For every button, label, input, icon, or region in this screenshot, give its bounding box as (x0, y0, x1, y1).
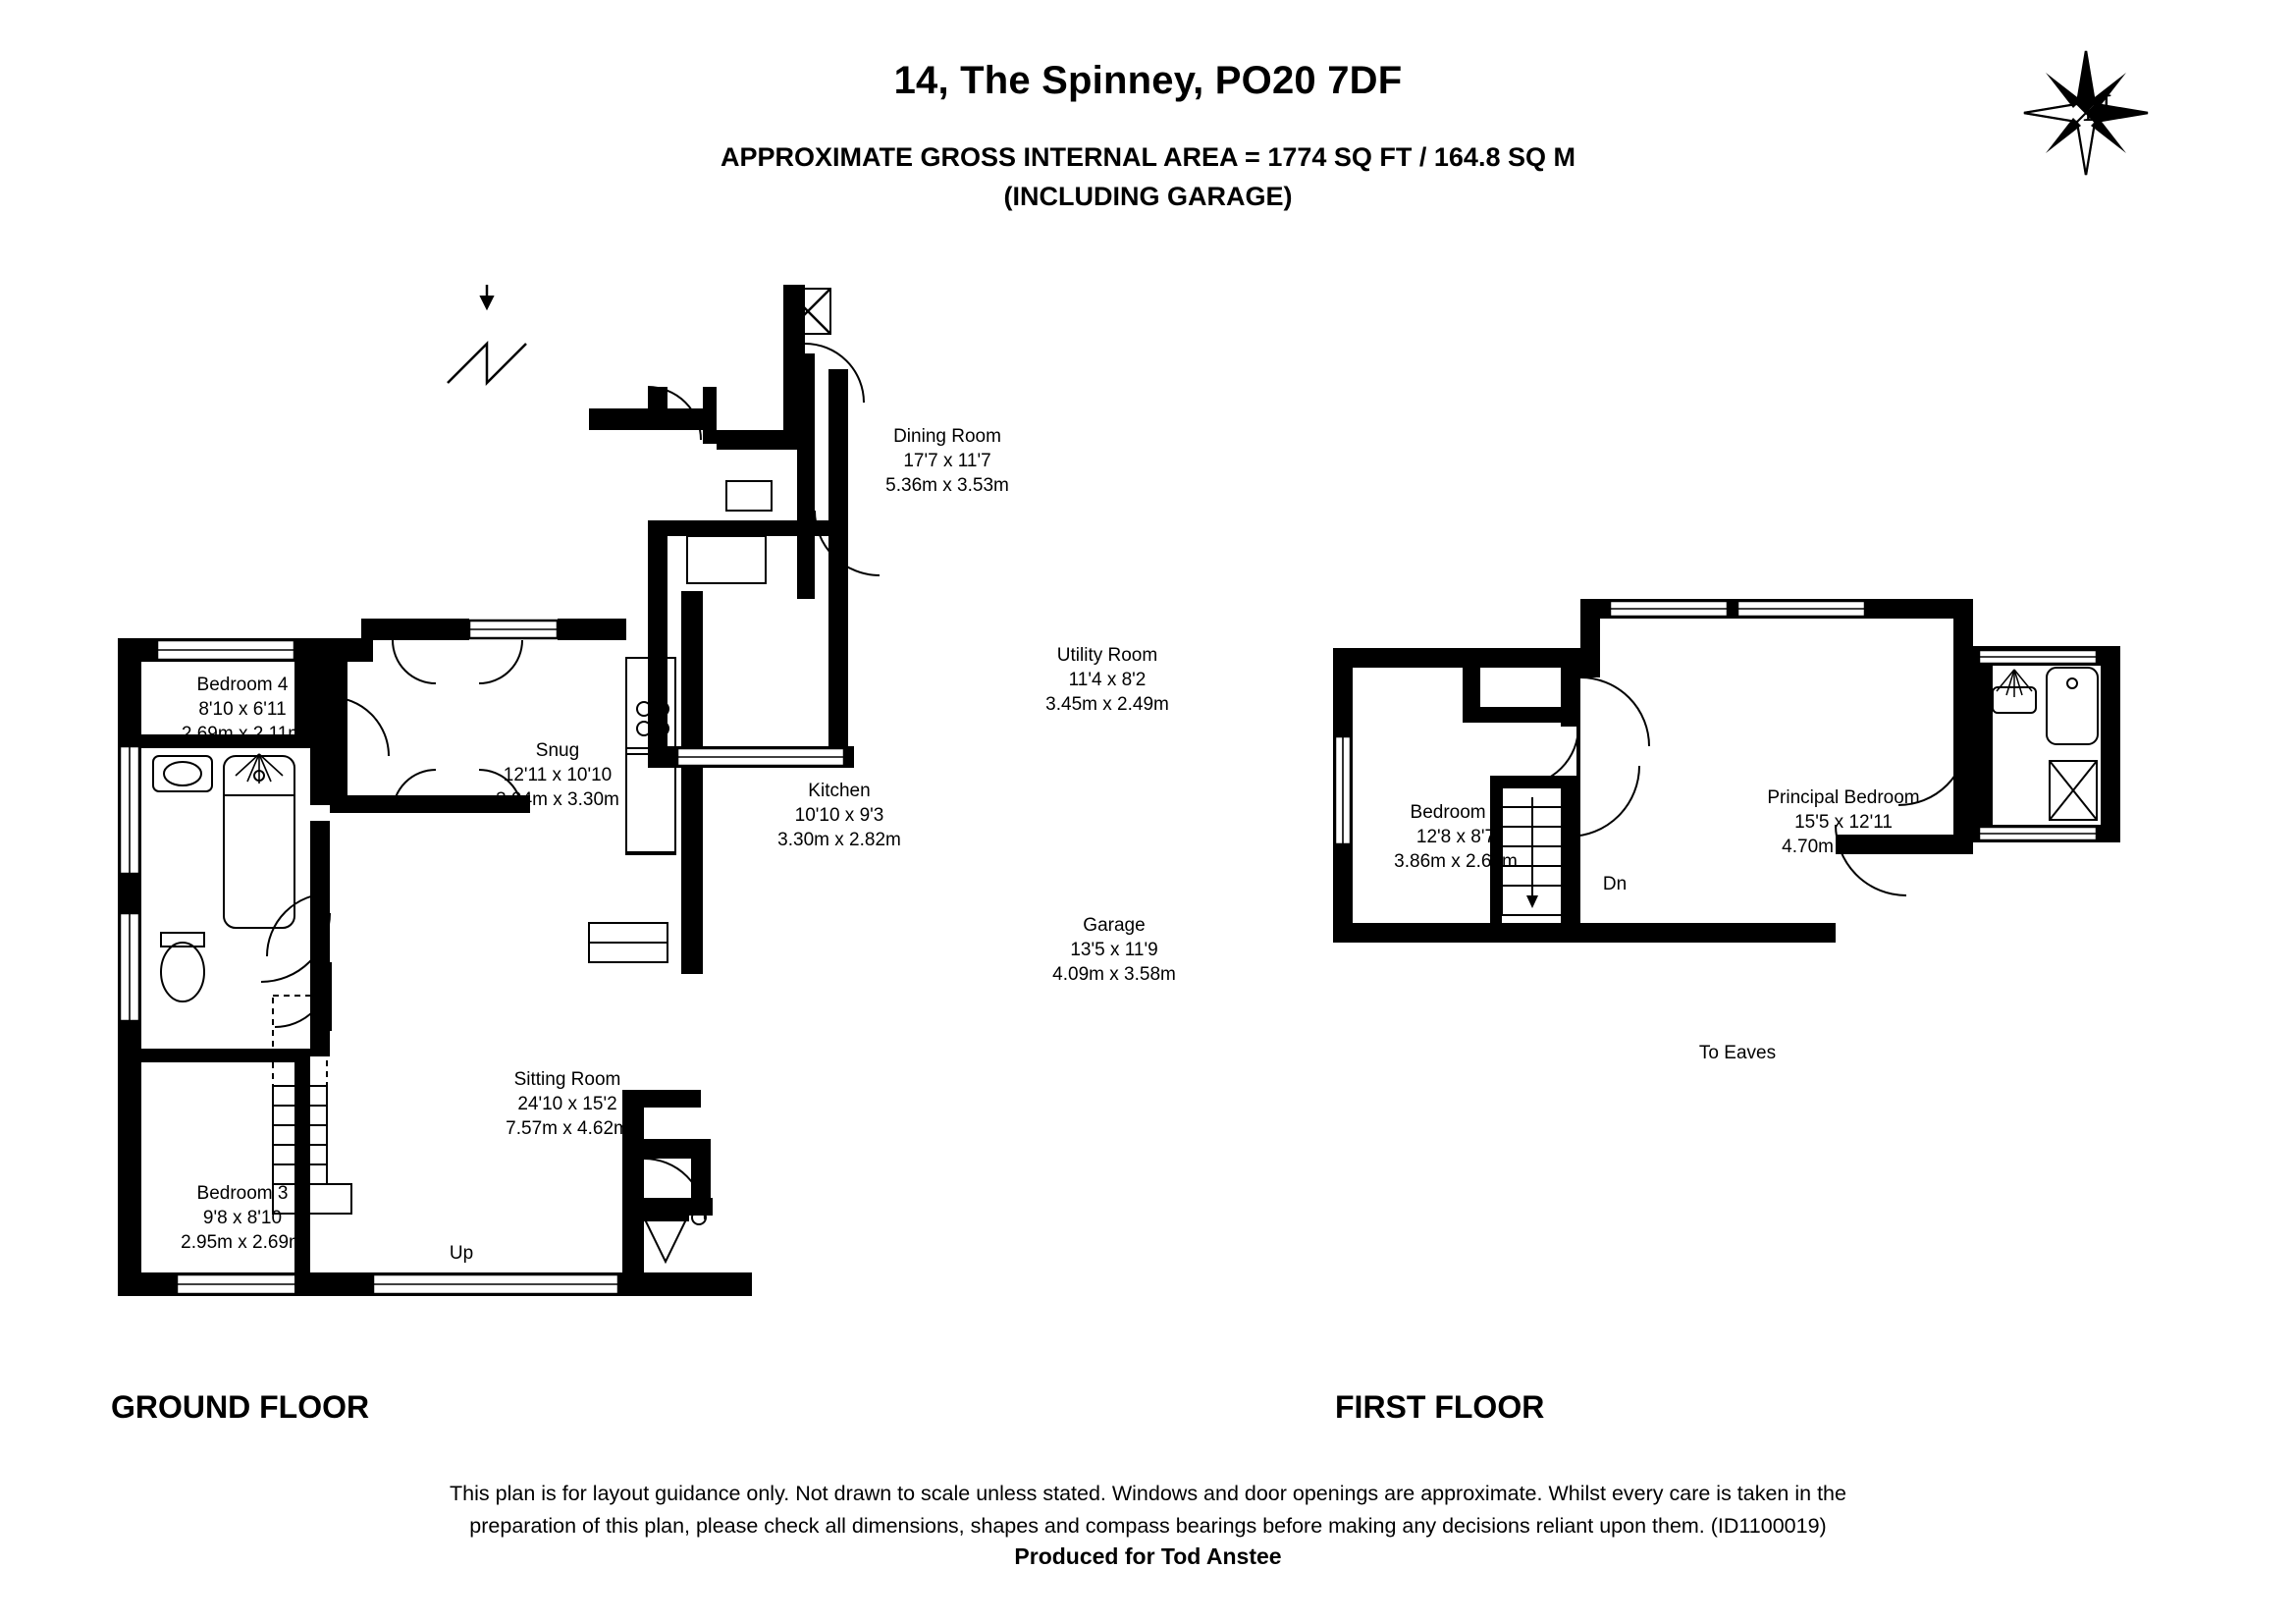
room-label-kitchen: Kitchen 10'10 x 9'3 3.30m x 2.82m (777, 781, 901, 850)
ground-right-block-walls (589, 285, 854, 768)
to-eaves-label: To Eaves (1698, 1043, 1777, 1063)
room-label-principal-bedroom: Principal Bedroom 15'5 x 12'11 4.70m x 3.94m (1767, 787, 1920, 857)
stairs-up-label: Up (449, 1243, 474, 1264)
first-floor-title: FIRST FLOOR (1335, 1389, 1545, 1425)
room-label-sitting-room: Sitting Room 24'10 x 15'2 7.57m x 4.62m (506, 1069, 629, 1139)
produced-for: Produced for Tod Anstee (1014, 1543, 1282, 1569)
page-title: 14, The Spinney, PO20 7DF (893, 59, 1403, 102)
room-label-bedroom-4: Bedroom 4 8'10 x 6'11 2.69m x 2.11m (181, 675, 304, 744)
disclaimer-line-2: preparation of this plan, please check all dimensions, shapes and compass bearings before making any decisions reliant upon them. (ID1100019) (469, 1514, 1827, 1538)
stairs-down-label: Dn (1602, 874, 1628, 894)
room-label-utility-room: Utility Room 11'4 x 8'2 3.45m x 2.49m (1045, 645, 1169, 715)
ensuite-fixtures (1993, 668, 2098, 820)
gross-area-note: (INCLUDING GARAGE) (1003, 182, 1293, 211)
disclaimer (0, 1478, 2296, 1542)
room-label-dining-room: Dining Room 17'7 x 11'7 5.36m x 3.53m (885, 426, 1009, 496)
ground-floor-title: GROUND FLOOR (111, 1389, 370, 1425)
room-label-bedroom-2: Bedroom 2 12'8 x 8'7 3.86m x 2.62m (1394, 802, 1518, 872)
disclaimer-line-1: This plan is for layout guidance only. Not drawn to scale unless stated. Windows and door openings are approximate. Whilst every care is taken in the (450, 1482, 1846, 1505)
bathroom-fixtures (153, 754, 294, 1001)
compass-north-label: N (2083, 85, 2111, 130)
gross-area-text: APPROXIMATE GROSS INTERNAL AREA = 1774 SQ FT / 164.8 SQ M (721, 142, 1575, 172)
room-label-bedroom-3: Bedroom 3 9'8 x 8'10 2.95m x 2.69m (181, 1183, 304, 1253)
ground-central-walls (330, 591, 752, 1296)
room-label-snug: Snug 12'11 x 10'10 3.94m x 3.30m (496, 740, 619, 810)
compass-rose (2022, 49, 2150, 177)
room-label-garage: Garage 13'5 x 11'9 4.09m x 3.58m (1052, 915, 1176, 985)
first-floor-walls (1333, 599, 2120, 943)
